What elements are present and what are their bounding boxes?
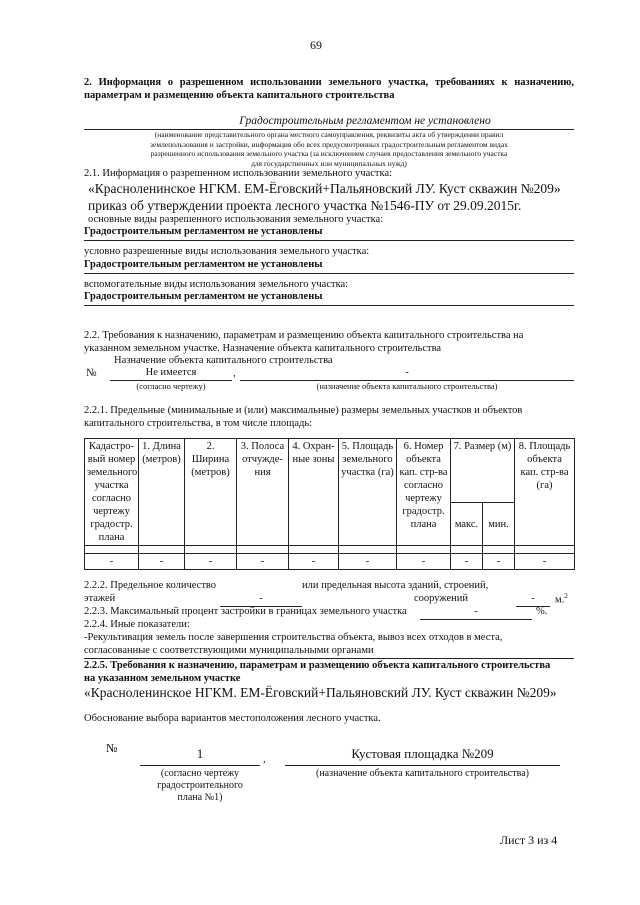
- other-indicators-line2: согласованные с соответствующими муниципальными органами: [84, 645, 374, 656]
- table-cell: -: [139, 554, 185, 570]
- section-2-2-2-height-label: или предельная высота зданий, строений,: [302, 580, 489, 591]
- section-2-2-5-title-line1: 2.2.5. Требования к назначению, параметрам и размещению объекта капитального строительства: [84, 660, 551, 671]
- table-cell: -: [339, 554, 397, 570]
- header-size: 7. Размер (м): [451, 439, 515, 503]
- table-cell: [185, 546, 237, 554]
- table-cell: -: [515, 554, 575, 570]
- unit-superscript: 2: [564, 592, 568, 600]
- header-plot-area: 5. Площадь земельного участка (га): [339, 439, 397, 546]
- other-indicators-underline: [84, 658, 574, 659]
- comma-2: ,: [263, 753, 266, 765]
- object-name: «Красноленинское НГКМ. ЕМ-Ёговский+Пальяновский ЛУ. Куст скважин №209»: [88, 181, 561, 196]
- number-value: Не имеется: [145, 367, 197, 378]
- header-width: 2. Ширина (метров): [185, 439, 237, 546]
- caption-purpose-2: (назначение объекта капитального строительства): [316, 768, 529, 779]
- caption-line: градостроительного: [157, 780, 243, 791]
- caption-drawing-2: [140, 768, 260, 804]
- unit-text: м.: [555, 594, 565, 606]
- header-protection-zones: 4. Охран-ные зоны: [289, 439, 339, 546]
- number-sign-2: №: [106, 741, 118, 755]
- order-reference: приказ об утверждении проекта лесного участка №1546-ПУ от 29.09.2015г.: [88, 198, 522, 213]
- table-cell: [483, 546, 515, 554]
- table-cell: [515, 546, 575, 554]
- object-name-2: «Красноленинское НГКМ. ЕМ-Ёговский+Пальяновский ЛУ. Куст скважин №209»: [84, 685, 557, 700]
- table-cell: [451, 546, 483, 554]
- structures-label: сооружений: [414, 593, 469, 604]
- comma: ,: [233, 367, 236, 379]
- section-2-2-1-title-line2: капитального строительства, в том числе площадь:: [84, 418, 313, 429]
- justification-text: Обоснование выбора вариантов местоположения лесного участка.: [84, 713, 381, 724]
- height-value: -: [531, 593, 535, 604]
- table-cell: [339, 546, 397, 554]
- gradreg-note-line: для государственных или муниципальных нужд): [251, 158, 407, 168]
- table-cell: [237, 546, 289, 554]
- other-indicators-line1: -Рекультивация земель после завершения строительства объекта, вывоз всех отходов в места,: [84, 632, 503, 643]
- caption-purpose: (назначение объекта капитального строительства): [316, 381, 498, 391]
- gradreg-note-line: разрешенного использования земельного участка (за исключением случаев предоставления земельного участка: [150, 149, 508, 158]
- table-cell: -: [237, 554, 289, 570]
- table-cell: -: [451, 554, 483, 570]
- number-sign: №: [86, 367, 97, 379]
- header-cadastral: Кадастро-вый номер земельного участка согласно чертежу градостр. плана: [85, 439, 139, 546]
- section-2-2-2-label: 2.2.2. Предельное количество: [84, 580, 217, 591]
- page-number: 69: [310, 38, 322, 52]
- table-cell: -: [185, 554, 237, 570]
- table-cell: -: [289, 554, 339, 570]
- basic-uses-value: Градостроительным регламентом не установлены: [84, 226, 323, 237]
- conditional-uses-label: условно разрешенные виды использования земельного участка:: [84, 246, 370, 257]
- conditional-uses-underline: [84, 273, 574, 274]
- coverage-value: -: [474, 606, 478, 617]
- parameters-table: [84, 438, 575, 570]
- coverage-unit: %.: [536, 606, 548, 617]
- gradreg-statement: Градостроительным регламентом не установлено: [239, 115, 491, 127]
- caption-line: (согласно чертежу: [160, 768, 240, 779]
- gradreg-note-line: землепользования и застройки, информация обо всех предусмотренных градостроительным регламентом видах: [150, 139, 508, 149]
- height-unit: [555, 592, 568, 606]
- table-cell: [139, 546, 185, 554]
- purpose-label: Назначение объекта капитального строительства: [114, 355, 333, 366]
- table-cell: -: [85, 554, 139, 570]
- purpose-value-2: Кустовая площадка №209: [351, 746, 494, 761]
- auxiliary-uses-underline: [84, 305, 574, 306]
- caption-drawing: (согласно чертежу): [136, 381, 206, 391]
- section-2-2-3-label: 2.2.3. Максимальный процент застройки в границах земельного участка: [84, 606, 407, 617]
- conditional-uses-value: Градостроительным регламентом не установлены: [84, 259, 323, 270]
- section-2-2-4-title: 2.2.4. Иные показатели:: [84, 619, 190, 630]
- gradreg-note-line: (наименование представительного органа местного самоуправления, реквизиты акта об утверждении правил: [154, 130, 504, 139]
- section-2-1-title: 2.1. Информация о разрешенном использовании земельного участка:: [84, 168, 393, 179]
- table-cell: [289, 546, 339, 554]
- section-2-heading: 2. Информация о разрешенном использовании земельного участка, требованиях к назначению, параметрам и размещению объекта капитального строительства: [84, 77, 574, 101]
- table-row: [85, 554, 575, 570]
- table-cell: [85, 546, 139, 554]
- floors-label: этажей: [84, 593, 116, 604]
- caption-line: плана №1): [177, 792, 223, 803]
- sheet-number: Лист 3 из 4: [500, 833, 558, 847]
- gradreg-note: [84, 130, 574, 168]
- section-2-2-title-line2: указанном земельном участке. Назначение объекта капитального строительства: [84, 343, 442, 354]
- auxiliary-uses-label: вспомогательные виды использования земельного участка:: [84, 279, 349, 290]
- number-value-2: 1: [196, 746, 204, 761]
- purpose-value: -: [405, 367, 409, 378]
- header-size-min: мин.: [483, 503, 515, 546]
- table-cell: [397, 546, 451, 554]
- table-cell: -: [483, 554, 515, 570]
- basic-uses-underline: [84, 240, 574, 241]
- section-2-2-5-title-line2: на указанном земельном участке: [84, 673, 241, 684]
- section-2-2-title-line1: 2.2. Требования к назначению, параметрам и размещению объекта капитального строительства на: [84, 330, 524, 341]
- section-2-2-1-title-line1: 2.2.1. Предельные (минимальные и (или) максимальные) размеры земельных участков и объектов: [84, 405, 523, 416]
- header-size-max: макс.: [451, 503, 483, 546]
- header-alienation-strip: 3. Полоса отчужде-ния: [237, 439, 289, 546]
- table-cell: -: [397, 554, 451, 570]
- number-underline-2: [140, 765, 260, 766]
- basic-uses-label: основные виды разрешенного использования земельного участка:: [88, 214, 384, 225]
- purpose-underline-2: [285, 765, 560, 766]
- coverage-underline: [420, 619, 532, 620]
- floors-value: -: [259, 593, 263, 604]
- header-length: 1. Длина (метров): [139, 439, 185, 546]
- auxiliary-uses-value: Градостроительным регламентом не установлены: [84, 291, 323, 302]
- header-object-area: 8. Площадь объекта кап. стр-ва (га): [515, 439, 575, 546]
- header-object-number: 6. Номер объекта кап. стр-ва согласно чертежу градостр. плана: [397, 439, 451, 546]
